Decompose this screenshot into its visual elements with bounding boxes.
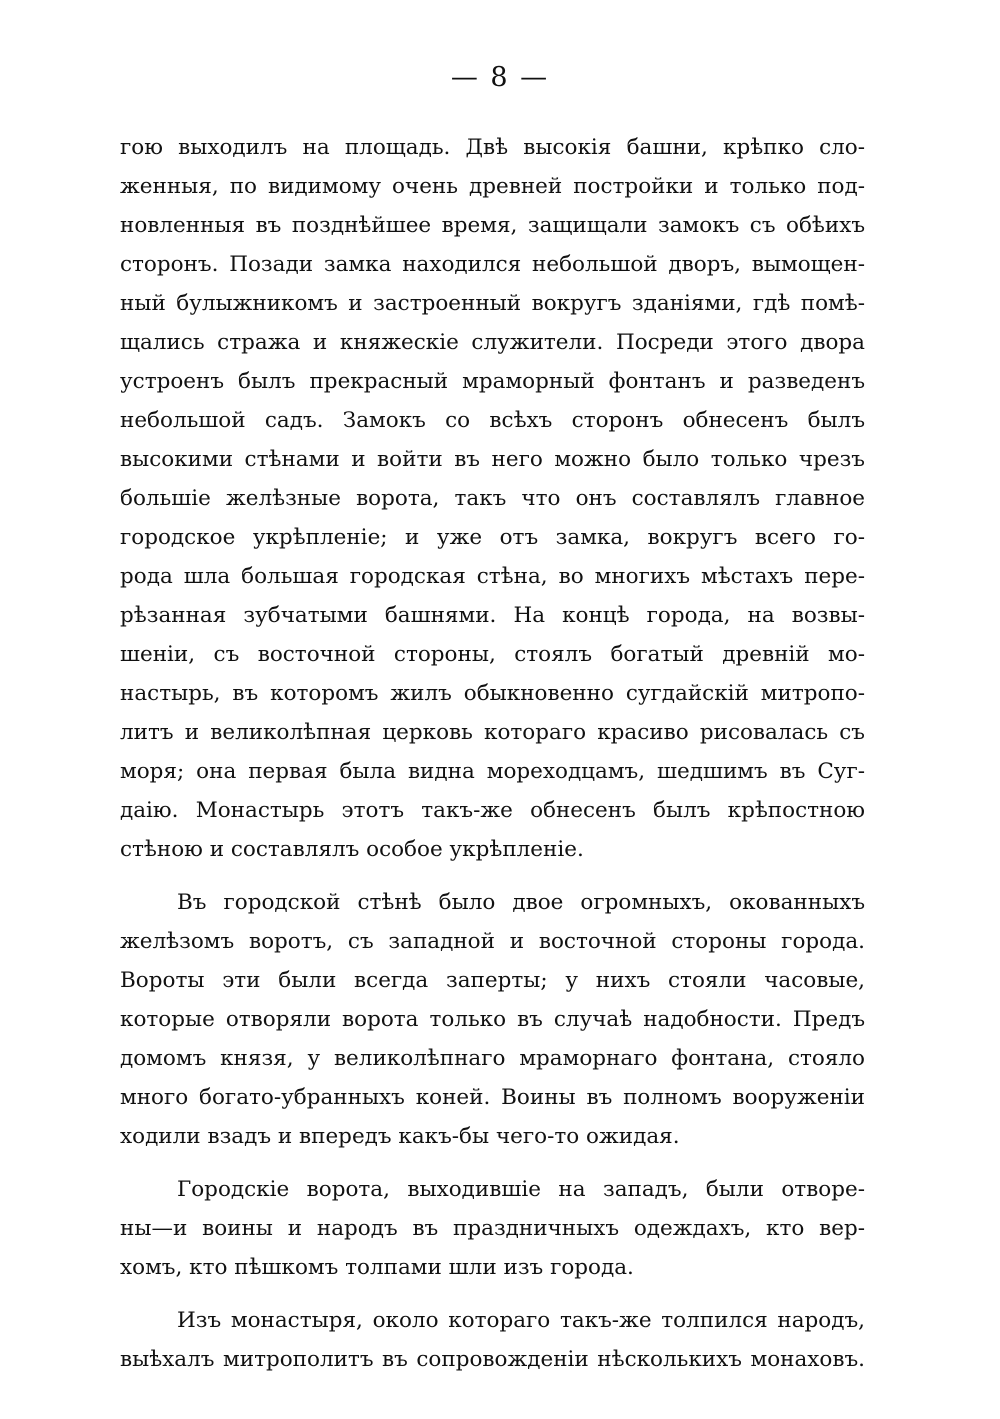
text-line: щались стража и княжескіе служители. Посреди этого двора — [120, 330, 865, 355]
page-number: — 8 — — [450, 62, 550, 93]
paragraph — [120, 883, 865, 1156]
text-line: Городскіе ворота, выходившіе на западъ, были отворе- — [177, 1177, 865, 1202]
text-line: городское укрѣпленіе; и уже отъ замка, вокругъ всего го- — [120, 525, 865, 550]
text-line: хомъ, кто пѣшкомъ толпами шли изъ города. — [120, 1255, 634, 1280]
text-line: даію. Монастырь этотъ такъ-же обнесенъ былъ крѣпостною — [120, 798, 865, 823]
text-line: настырь, въ которомъ жилъ обыкновенно сугдайскій митропо- — [120, 681, 865, 706]
text-line: новленныя въ позднѣйшее время, защищали замокъ съ обѣихъ — [120, 213, 865, 238]
text-line: выѣхалъ митрополитъ въ сопровожденіи нѣсколькихъ монаховъ. — [120, 1347, 865, 1372]
body-text — [120, 128, 865, 1379]
text-line: желѣзомъ воротъ, съ западной и восточной стороны города. — [120, 929, 865, 954]
paragraph — [120, 1170, 865, 1287]
text-line: шеніи, съ восточной стороны, стоялъ богатый древній мо- — [120, 642, 865, 667]
text-line: которые отворяли ворота только въ случаѣ надобности. Предъ — [120, 1007, 865, 1032]
text-line: ны—и воины и народъ въ праздничныхъ одеждахъ, кто вер- — [120, 1216, 865, 1241]
text-line: ный булыжникомъ и застроенный вокругъ зданіями, гдѣ помѣ- — [120, 291, 865, 316]
text-line: рода шла большая городская стѣна, во многихъ мѣстахъ пере- — [120, 564, 865, 589]
text-line: большіе желѣзные ворота, такъ что онъ составлялъ главное — [120, 486, 865, 511]
text-line: гою выходилъ на площадь. Двѣ высокія башни, крѣпко сло- — [120, 135, 865, 160]
text-line: литъ и великолѣпная церковь котораго красиво рисовалась съ — [120, 720, 865, 745]
paragraph — [120, 1301, 865, 1379]
text-line: Изъ монастыря, около котораго такъ-же толпился народъ, — [177, 1308, 865, 1333]
text-line: высокими стѣнами и войти въ него можно было только чрезъ — [120, 447, 865, 472]
text-line: стѣною и составлялъ особое укрѣпленіе. — [120, 837, 584, 862]
text-line: много богато-убранныхъ коней. Воины въ полномъ вооруженіи — [120, 1085, 865, 1110]
text-line: сторонъ. Позади замка находился небольшой дворъ, вымощен- — [120, 252, 865, 277]
paragraph — [120, 128, 865, 869]
text-line: устроенъ былъ прекрасный мраморный фонтанъ и разведенъ — [120, 369, 865, 394]
text-line: домомъ князя, у великолѣпнаго мраморнаго фонтана, стояло — [120, 1046, 865, 1071]
text-line: Въ городской стѣнѣ было двое огромныхъ, окованныхъ — [177, 890, 865, 915]
text-line: ходили взадъ и впередъ какъ-бы чего-то ожидая. — [120, 1124, 680, 1149]
text-line: женныя, по видимому очень древней постройки и только под- — [120, 174, 865, 199]
text-line: Вороты эти были всегда заперты; у нихъ стояли часовые, — [120, 968, 865, 993]
text-line: небольшой садъ. Замокъ со всѣхъ сторонъ обнесенъ былъ — [120, 408, 865, 433]
text-line: рѣзанная зубчатыми башнями. На концѣ города, на возвы- — [120, 603, 865, 628]
text-line: моря; она первая была видна мореходцамъ, шедшимъ въ Суг- — [120, 759, 865, 784]
